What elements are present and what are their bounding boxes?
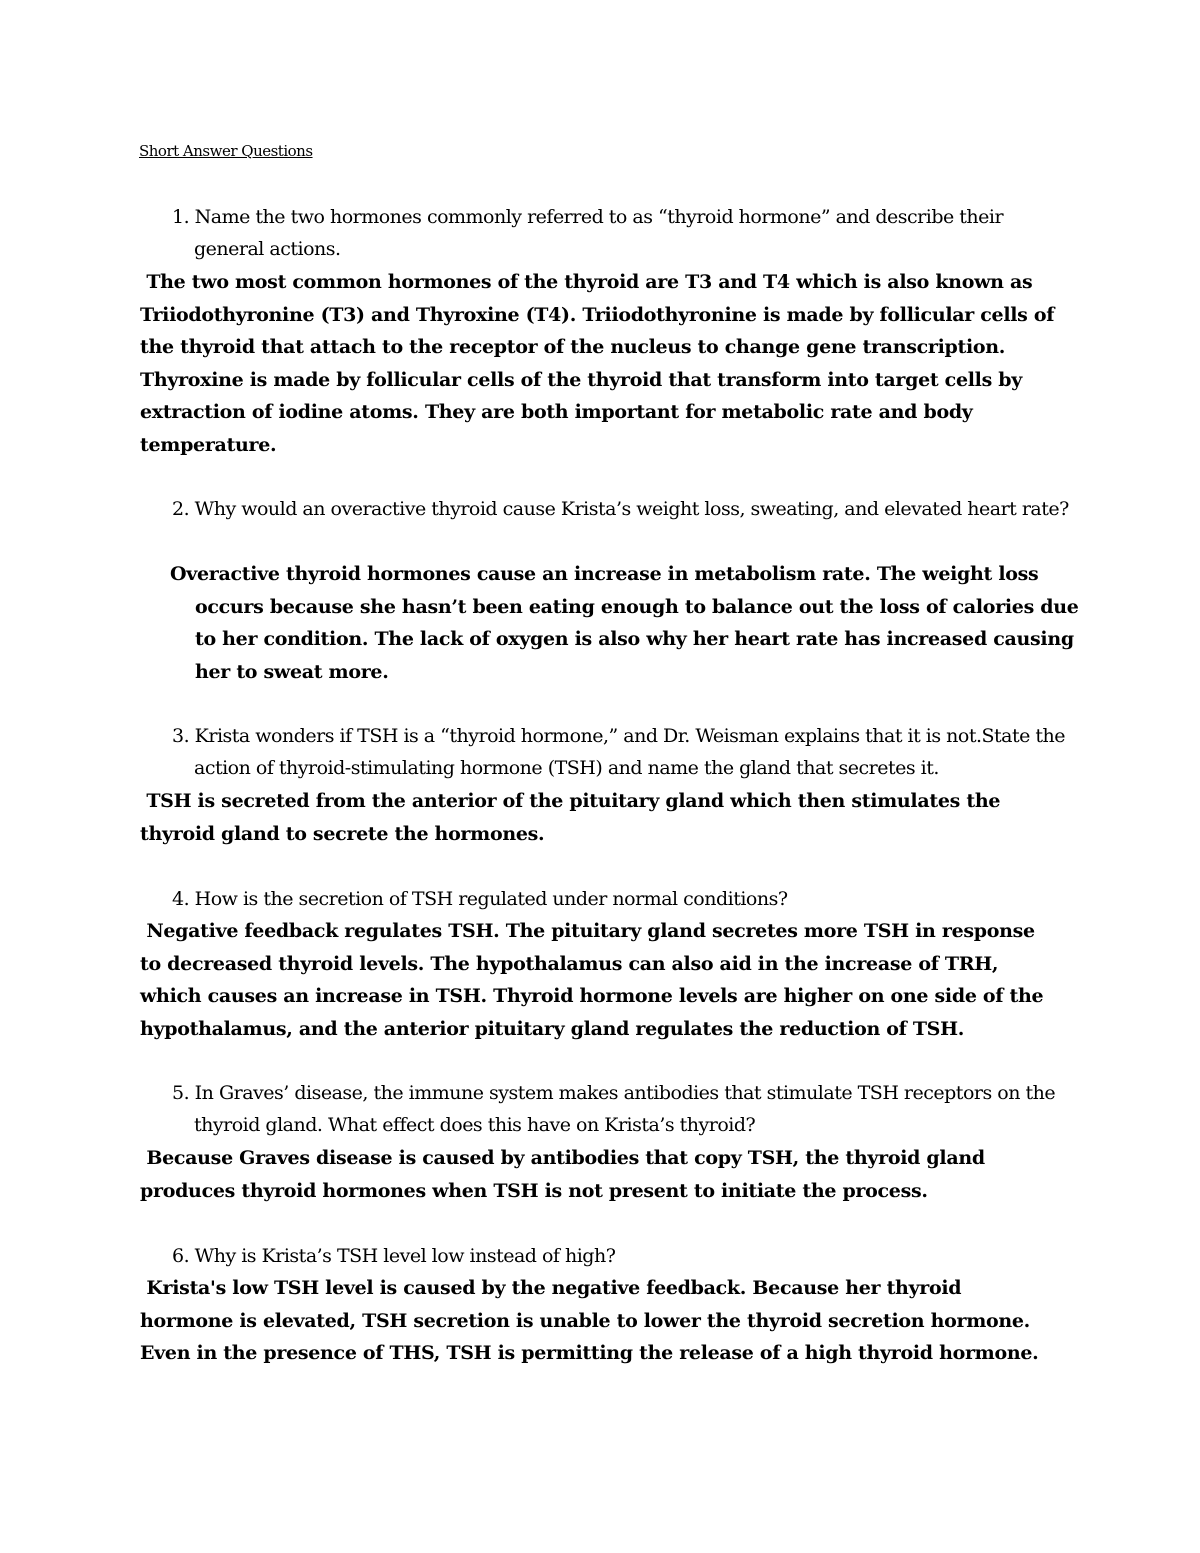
question-number: 4.	[172, 888, 195, 910]
question-text: Why is Krista’s TSH level low instead of high?	[194, 1245, 616, 1267]
answer-4: Negative feedback regulates TSH. The pituitary gland secretes more TSH in response to decreased thyroid levels. The hypothalamus can also aid in the increase of TRH, which causes an increase in TSH. Thyroid hormone levels are higher on one side of the hypothalamus, and the anterior pituitary gland regulates the reduction of TSH.	[140, 920, 1050, 1040]
question-6	[172, 1240, 1074, 1272]
question-number: 5.	[172, 1082, 195, 1104]
document-heading: Short Answer Questions	[139, 142, 313, 160]
question-text: How is the secretion of TSH regulated under normal conditions?	[194, 888, 788, 910]
answer-6: Krista's low TSH level is caused by the negative feedback. Because her thyroid hormone is elevated, TSH secretion is unable to lower the thyroid secretion hormone. Even in the presence of THS, TSH is permitting the release of a high thyroid hormone.	[140, 1277, 1039, 1364]
question-5	[172, 1077, 1074, 1141]
question-text: Why would an overactive thyroid cause Krista’s weight loss, sweating, and elevated heart rate?	[194, 498, 1069, 520]
answer-1: The two most common hormones of the thyroid are T3 and T4 which is also known as Triiodothyronine (T3) and Thyroxine (T4). Triiodothyronine is made by follicular cells of the thyroid that attach to the receptor of the nucleus to change gene transcription. Thyroxine is made by follicular cells of the thyroid that transform into target cells by extraction of iodine atoms. They are both important for metabolic rate and body temperature.	[140, 271, 1061, 456]
question-text: In Graves’ disease, the immune system makes antibodies that stimulate TSH receptors on the thyroid gland. What effect does this have on Krista’s thyroid?	[194, 1082, 1056, 1136]
question-3	[172, 720, 1074, 784]
question-number: 6.	[172, 1245, 195, 1267]
question-4	[172, 883, 1074, 915]
question-1	[172, 201, 1074, 265]
question-text: Name the two hormones commonly referred to as “thyroid hormone” and describe their general actions.	[194, 206, 1004, 260]
answer-3: TSH is secreted from the anterior of the pituitary gland which then stimulates the thyroid gland to secrete the hormones.	[140, 790, 1007, 845]
question-text: Krista wonders if TSH is a “thyroid hormone,” and Dr. Weisman explains that it is not.State the action of thyroid-stimulating hormone (TSH) and name the gland that secretes it.	[194, 725, 1066, 779]
answer-5: Because Graves disease is caused by antibodies that copy TSH, the thyroid gland produces thyroid hormones when TSH is not present to initiate the process.	[140, 1147, 992, 1202]
question-number: 2.	[172, 498, 195, 520]
question-number: 1.	[172, 206, 195, 228]
question-2	[172, 493, 1074, 525]
answer-2: Overactive thyroid hormones cause an increase in metabolism rate. The weight loss occurs because she hasn’t been eating enough to balance out the loss of calories due to her condition. The lack of oxygen is also why her heart rate has increased causing her to sweat more.	[170, 563, 1079, 683]
question-number: 3.	[172, 725, 195, 747]
